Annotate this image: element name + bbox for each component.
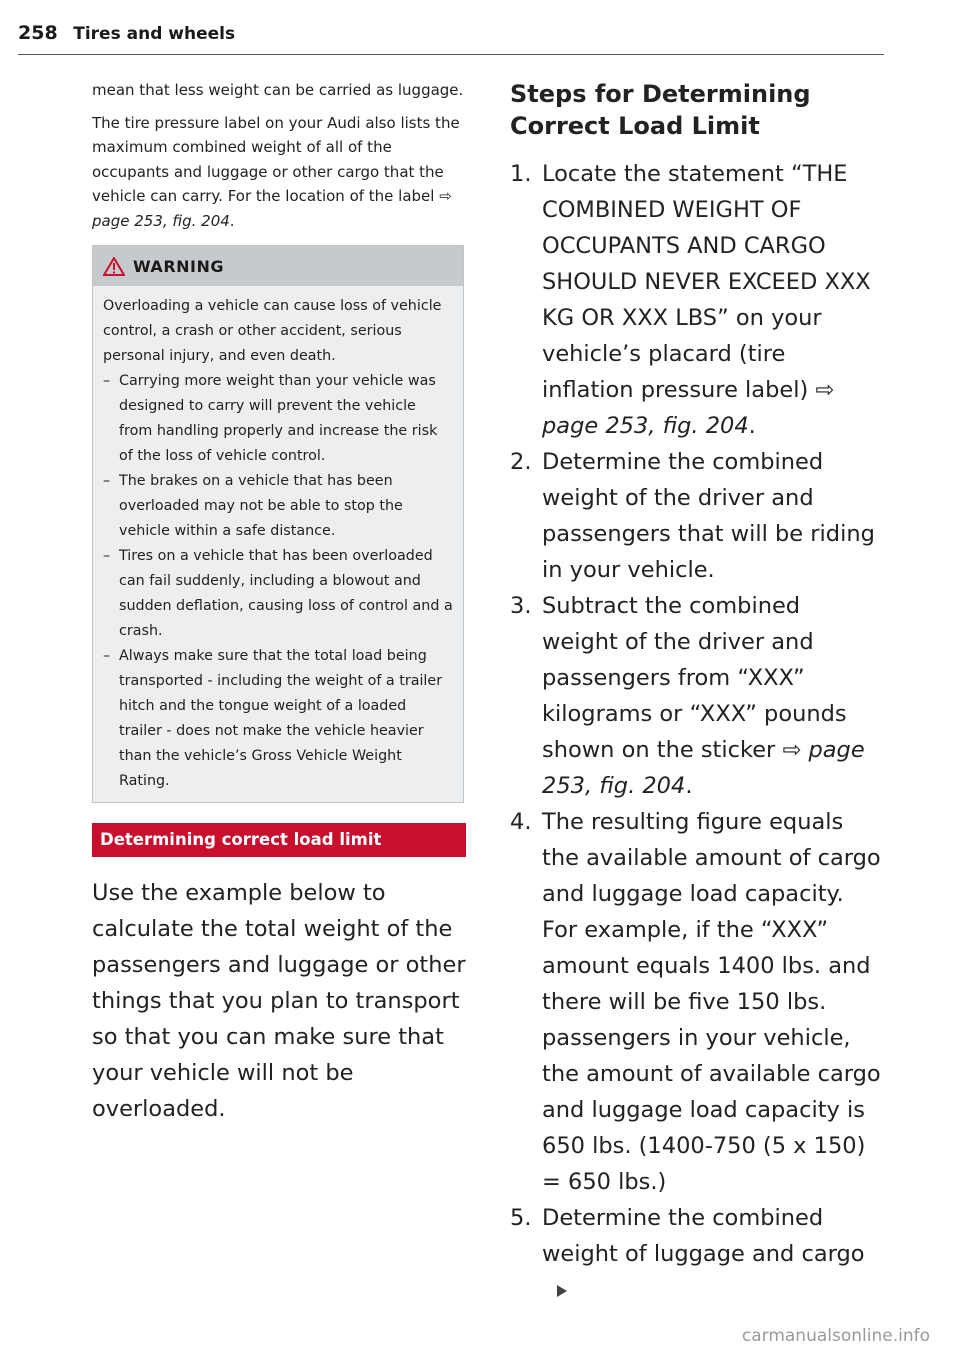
step-text: The resulting figure equals the available amount of cargo and luggage load capacity. For example, if the “XXX” amount equals 1400 lbs. and there will be five 150 lbs. passengers in your vehicle, the amount of available cargo and luggage load capacity is 650 lbs. (1400-750 (5 x 150) = 650 lbs.) [542,809,881,1195]
step-number: 5. [510,1205,532,1231]
watermark: carmanualsonline.info [741,1326,930,1346]
warning-title: WARNING [133,256,224,276]
paragraph-label-end: . [229,211,235,230]
warning-item: – Always make sure that the total load being transported - including the weight of a trailer hitch and the tongue weight of a loaded trailer - does not make the vehicle heavier than the vehicle’s Gross Vehicle Weight Rating. [103,644,453,794]
steps-title: Steps for Determining Correct Load Limit [510,80,811,140]
step-item [510,444,882,588]
step-number: 2. [510,449,532,475]
page-header [18,22,884,55]
step-text: Subtract the combined weight of the driver and passengers from “XXX” kilograms or “XXX” pounds shown on the sticker [542,593,847,763]
page-reference-link[interactable]: ⇨ page 253, fig. 204 [92,187,452,230]
warning-box [92,245,464,803]
left-column [92,78,466,1127]
step-number: 1. [510,161,532,187]
warning-intro: Overloading a vehicle can cause loss of vehicle control, a crash or other accident, serious personal injury, and even death. [103,298,442,364]
page-reference-link[interactable]: ⇨ page 253, fig. 204 [542,377,835,439]
paragraph-label-text: The tire pressure label on your Audi also lists the maximum combined weight of all of the occupants and luggage or other cargo that the vehicle can carry. For the location of the label [92,113,460,205]
section-heading-bar: Determining correct load limit [92,823,466,857]
step-item [510,588,882,804]
warning-item: – The brakes on a vehicle that has been overloaded may not be able to stop the vehicle within a safe distance. [103,469,453,544]
steps-list [510,156,882,1308]
step-text: Determine the combined weight of the driver and passengers that will be riding in your vehicle. [542,449,875,583]
warning-item: – Tires on a vehicle that has been overloaded can fail suddenly, including a blowout and sudden deflation, causing loss of control and a crash. [103,544,453,644]
paragraph-label-info [92,111,466,234]
step-text: Determine the combined weight of luggage and cargo [542,1205,865,1267]
warning-item: – Carrying more weight than your vehicle was designed to carry will prevent the vehicle from handling properly and increase the risk of the loss of vehicle control. [103,369,453,469]
step-item [510,156,882,444]
section-title: Tires and wheels [73,24,236,44]
step-item [510,1200,882,1308]
warning-list [103,369,453,794]
page-number: 258 [18,22,58,44]
warning-triangle-icon [103,257,125,276]
paragraph-luggage: mean that less weight can be carried as luggage. [92,81,464,99]
right-column [510,78,882,1308]
load-limit-intro: Use the example below to calculate the total weight of the passengers and luggage or other things that you plan to transport so that you can make sure that your vehicle will not be overloaded. [92,880,466,1122]
step-item [510,804,882,1200]
step-end: . [685,773,693,799]
warning-header [93,246,463,286]
step-text: Locate the statement “THE COMBINED WEIGHT OF OCCUPANTS AND CARGO SHOULD NEVER EXCEED XXX KG OR XXX LBS” on your vehicle’s placard (tire inflation pressure label) [542,161,871,403]
continue-arrow-icon [556,1284,568,1298]
warning-body [93,286,463,802]
step-number: 4. [510,809,532,835]
page-reference-link[interactable]: ⇨ page 253, fig. 204 [542,737,865,799]
step-number: 3. [510,593,532,619]
step-end: . [748,413,756,439]
